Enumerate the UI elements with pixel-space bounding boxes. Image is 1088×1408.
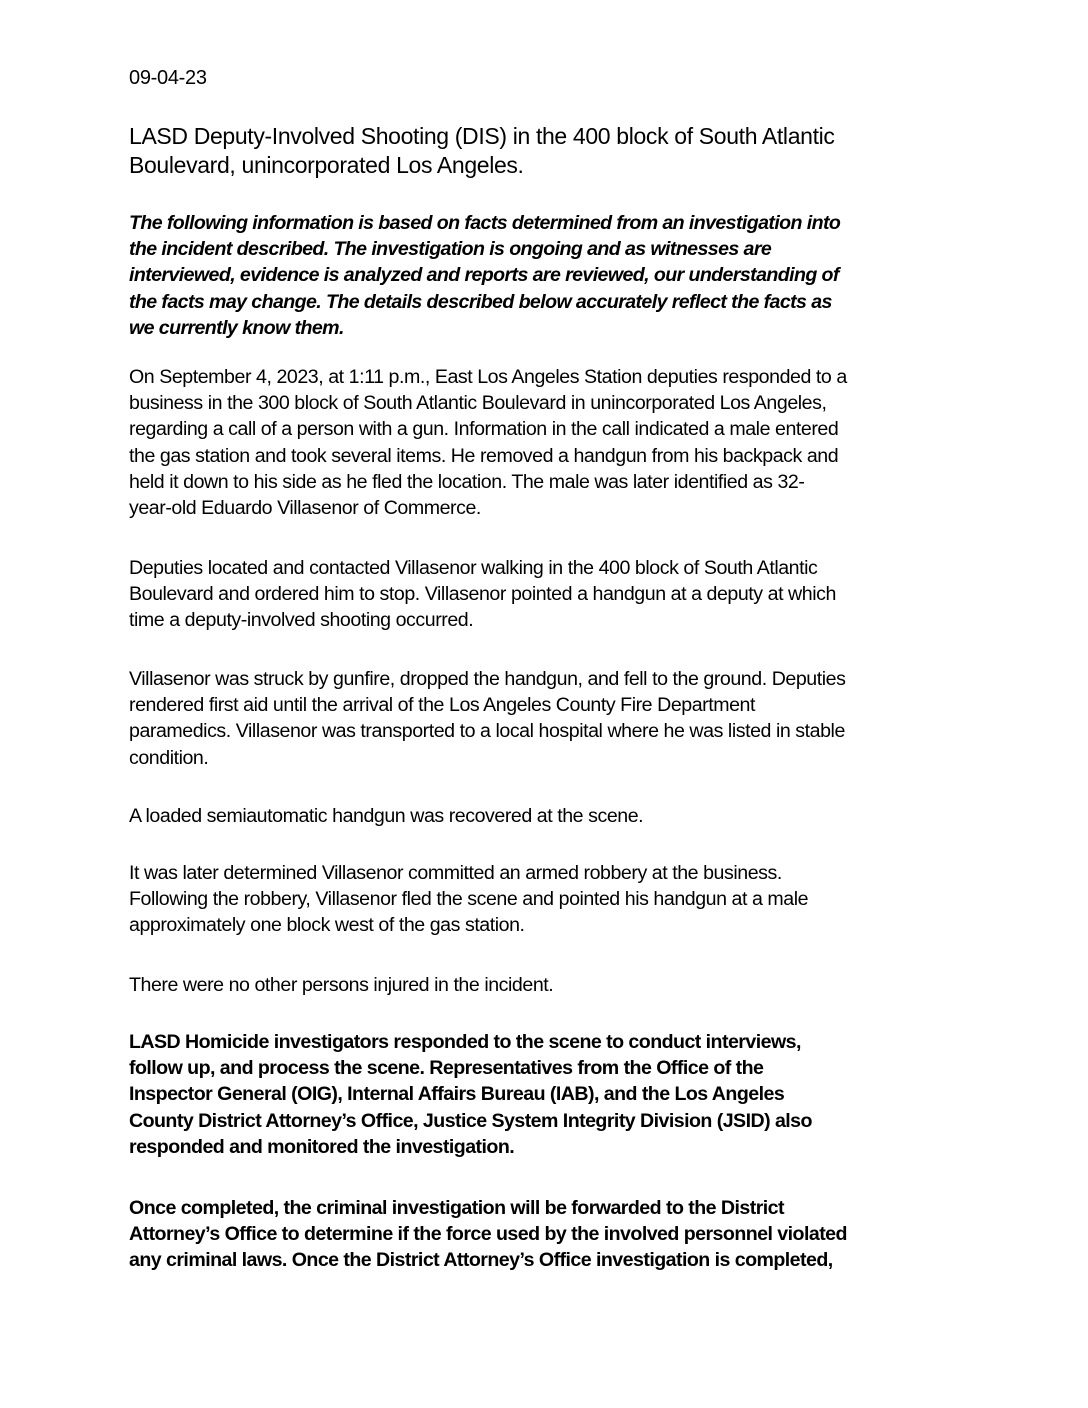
paragraph-line: County District Attorney’s Office, Justice System Integrity Division (JSID) also bbox=[129, 1109, 812, 1132]
investigators-paragraph bbox=[129, 1029, 1029, 1160]
title-line: LASD Deputy-Involved Shooting (DIS) in the 400 block of South Atlantic bbox=[129, 123, 835, 149]
paragraph-line: LASD Homicide investigators responded to the scene to conduct interviews, bbox=[129, 1031, 801, 1053]
paragraph-line: any criminal laws. Once the District Attorney’s Office investigation is completed, bbox=[129, 1249, 833, 1272]
paragraph-line: follow up, and process the scene. Representatives from the Office of the bbox=[129, 1057, 764, 1080]
paragraph-line: responded and monitored the investigation. bbox=[129, 1135, 515, 1158]
disclaimer-line: we currently know them. bbox=[129, 316, 344, 339]
paragraph-line: On September 4, 2023, at 1:11 p.m., East Los Angeles Station deputies responded to a bbox=[129, 366, 847, 388]
paragraph-line: It was later determined Villasenor committed an armed robbery at the business. bbox=[129, 862, 782, 884]
paragraph-line: rendered first aid until the arrival of the Los Angeles County Fire Department bbox=[129, 694, 755, 717]
paragraph-line: A loaded semiautomatic handgun was recovered at the scene. bbox=[129, 805, 644, 827]
paragraph-line: Following the robbery, Villasenor fled the scene and pointed his handgun at a male bbox=[129, 888, 809, 911]
contact-paragraph bbox=[129, 555, 1029, 634]
paragraph-line: There were no other persons injured in the incident. bbox=[129, 974, 554, 996]
disclaimer-line: The following information is based on facts determined from an investigation into bbox=[129, 212, 841, 234]
incident-response-paragraph bbox=[129, 364, 1029, 521]
paragraph-line: business in the 300 block of South Atlantic Boulevard in unincorporated Los Angeles, bbox=[129, 392, 827, 415]
paragraph-line: year-old Eduardo Villasenor of Commerce. bbox=[129, 497, 481, 520]
disclaimer-line: the facts may change. The details described below accurately reflect the facts as bbox=[129, 290, 832, 313]
paragraph-line: Once completed, the criminal investigation will be forwarded to the District bbox=[129, 1197, 784, 1219]
paragraph-line: Deputies located and contacted Villasenor walking in the 400 block of South Atlantic bbox=[129, 557, 818, 579]
injuries-paragraph bbox=[129, 972, 1029, 998]
paragraph-line: regarding a call of a person with a gun. Information in the call indicated a male entered bbox=[129, 418, 839, 441]
paragraph-line: condition. bbox=[129, 746, 209, 769]
paragraph-line: Inspector General (OIG), Internal Affairs Bureau (IAB), and the Los Angeles bbox=[129, 1083, 785, 1106]
district-attorney-paragraph bbox=[129, 1195, 1029, 1274]
disclaimer-line: the incident described. The investigation is ongoing and as witnesses are bbox=[129, 238, 772, 261]
paragraph-line: time a deputy-involved shooting occurred. bbox=[129, 609, 474, 632]
document-title bbox=[129, 122, 1029, 180]
paragraph-line: Attorney’s Office to determine if the force used by the involved personnel violated bbox=[129, 1223, 847, 1246]
evidence-paragraph bbox=[129, 803, 1029, 829]
disclaimer-line: interviewed, evidence is analyzed and reports are reviewed, our understanding of bbox=[129, 264, 839, 287]
paragraph-line: held it down to his side as he fled the location. The male was later identified as 32- bbox=[129, 470, 805, 493]
document-date bbox=[129, 65, 1029, 91]
paragraph-line: approximately one block west of the gas station. bbox=[129, 914, 525, 937]
aid-paragraph bbox=[129, 666, 1029, 771]
robbery-paragraph bbox=[129, 860, 1029, 939]
paragraph-line: Boulevard and ordered him to stop. Villasenor pointed a handgun at a deputy at which bbox=[129, 583, 836, 606]
paragraph-line: paramedics. Villasenor was transported to a local hospital where he was listed in stable bbox=[129, 720, 845, 743]
paragraph-line: the gas station and took several items. He removed a handgun from his backpack and bbox=[129, 444, 839, 467]
disclaimer-paragraph bbox=[129, 210, 1029, 341]
title-line: Boulevard, unincorporated Los Angeles. bbox=[129, 152, 524, 178]
date-text: 09-04-23 bbox=[129, 67, 207, 89]
paragraph-line: Villasenor was struck by gunfire, dropped the handgun, and fell to the ground. Deputies bbox=[129, 668, 846, 690]
